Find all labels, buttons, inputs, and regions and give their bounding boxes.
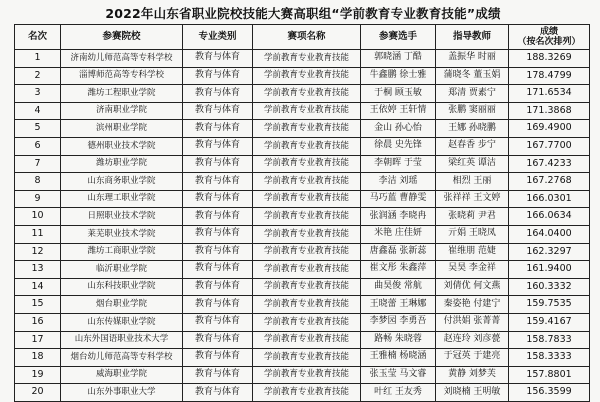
players-cell: 牛鑫鹏 徐士雅 bbox=[361, 67, 436, 85]
event-cell: 学前教育专业教育技能 bbox=[253, 225, 361, 243]
event-cell: 学前教育专业教育技能 bbox=[253, 261, 361, 279]
players-cell: 徐晨 史先锋 bbox=[361, 137, 436, 155]
event-cell: 学前教育专业教育技能 bbox=[253, 331, 361, 349]
players-cell: 崔文彤 朱鑫萍 bbox=[361, 261, 436, 279]
event-cell: 学前教育专业教育技能 bbox=[253, 50, 361, 68]
category-cell: 教育与体育 bbox=[183, 296, 253, 314]
event-cell: 学前教育专业教育技能 bbox=[253, 278, 361, 296]
table-row bbox=[15, 137, 590, 155]
score-cell: 159.4167 bbox=[509, 313, 590, 331]
rank-cell: 4 bbox=[15, 102, 61, 120]
table-row bbox=[15, 243, 590, 261]
players-cell: 叶红 王友秀 bbox=[361, 384, 436, 402]
teachers-cell: 亓娟 王晓凤 bbox=[436, 225, 509, 243]
players-cell: 于桐 顾玉敏 bbox=[361, 85, 436, 103]
score-cell: 158.3333 bbox=[509, 349, 590, 367]
header-school: 参赛院校 bbox=[61, 25, 183, 50]
header-score-line2: （按名次排列） bbox=[517, 37, 581, 47]
table-row bbox=[15, 331, 590, 349]
rank-cell: 11 bbox=[15, 225, 61, 243]
school-cell: 山东理工职业学院 bbox=[61, 190, 183, 208]
results-table bbox=[14, 24, 590, 402]
category-cell: 教育与体育 bbox=[183, 67, 253, 85]
table-row bbox=[15, 225, 590, 243]
school-cell: 潍坊工程职业学院 bbox=[61, 85, 183, 103]
category-cell: 教育与体育 bbox=[183, 155, 253, 173]
event-cell: 学前教育专业教育技能 bbox=[253, 137, 361, 155]
teachers-cell: 张祥祥 王文婷 bbox=[436, 190, 509, 208]
rank-cell: 9 bbox=[15, 190, 61, 208]
score-cell: 167.7700 bbox=[509, 137, 590, 155]
rank-cell: 19 bbox=[15, 366, 61, 384]
category-cell: 教育与体育 bbox=[183, 120, 253, 138]
table-row bbox=[15, 313, 590, 331]
players-cell: 米艳 庄佳妍 bbox=[361, 225, 436, 243]
school-cell: 山东商务职业学院 bbox=[61, 173, 183, 191]
header-event: 赛项名称 bbox=[253, 25, 361, 50]
score-cell: 166.0634 bbox=[509, 208, 590, 226]
rank-cell: 1 bbox=[15, 50, 61, 68]
teachers-cell: 梁红英 谭洁 bbox=[436, 155, 509, 173]
event-cell: 学前教育专业教育技能 bbox=[253, 67, 361, 85]
teachers-cell: 张鹏 窦丽丽 bbox=[436, 102, 509, 120]
score-cell: 159.7535 bbox=[509, 296, 590, 314]
category-cell: 教育与体育 bbox=[183, 102, 253, 120]
rank-cell: 20 bbox=[15, 384, 61, 402]
teachers-cell: 王娜 孙晓鹏 bbox=[436, 120, 509, 138]
table-row bbox=[15, 208, 590, 226]
players-cell: 郭晓涵 丁酷 bbox=[361, 50, 436, 68]
players-cell: 唐鑫磊 张新蕊 bbox=[361, 243, 436, 261]
table-row bbox=[15, 278, 590, 296]
table-row bbox=[15, 50, 590, 68]
category-cell: 教育与体育 bbox=[183, 243, 253, 261]
teachers-cell: 于冠英 于建亮 bbox=[436, 349, 509, 367]
school-cell: 烟台幼儿师范高等专科学校 bbox=[61, 349, 183, 367]
school-cell: 潍坊工商职业学院 bbox=[61, 243, 183, 261]
score-cell: 167.4233 bbox=[509, 155, 590, 173]
players-cell: 张玉莹 马文睿 bbox=[361, 366, 436, 384]
event-cell: 学前教育专业教育技能 bbox=[253, 155, 361, 173]
score-cell: 166.0301 bbox=[509, 190, 590, 208]
rank-cell: 10 bbox=[15, 208, 61, 226]
school-cell: 德州职业技术学院 bbox=[61, 137, 183, 155]
teachers-cell: 相烈 王丽 bbox=[436, 173, 509, 191]
rank-cell: 8 bbox=[15, 173, 61, 191]
school-cell: 日照职业技术学院 bbox=[61, 208, 183, 226]
table-row bbox=[15, 120, 590, 138]
header-players: 参赛选手 bbox=[361, 25, 436, 50]
event-cell: 学前教育专业教育技能 bbox=[253, 208, 361, 226]
event-cell: 学前教育专业教育技能 bbox=[253, 243, 361, 261]
score-cell: 160.3332 bbox=[509, 278, 590, 296]
event-cell: 学前教育专业教育技能 bbox=[253, 384, 361, 402]
category-cell: 教育与体育 bbox=[183, 85, 253, 103]
table-row bbox=[15, 366, 590, 384]
header-teachers: 指导教师 bbox=[436, 25, 509, 50]
rank-cell: 17 bbox=[15, 331, 61, 349]
school-cell: 山东传媒职业学院 bbox=[61, 313, 183, 331]
category-cell: 教育与体育 bbox=[183, 349, 253, 367]
school-cell: 临沂职业学院 bbox=[61, 261, 183, 279]
table-body bbox=[15, 50, 590, 402]
category-cell: 教育与体育 bbox=[183, 173, 253, 191]
players-cell: 路畅 朱晓蓉 bbox=[361, 331, 436, 349]
players-cell: 张润涵 李晓冉 bbox=[361, 208, 436, 226]
category-cell: 教育与体育 bbox=[183, 261, 253, 279]
table-row bbox=[15, 261, 590, 279]
event-cell: 学前教育专业教育技能 bbox=[253, 349, 361, 367]
rank-cell: 6 bbox=[15, 137, 61, 155]
rank-cell: 15 bbox=[15, 296, 61, 314]
players-cell: 王雅楠 杨晓涵 bbox=[361, 349, 436, 367]
score-cell: 169.4900 bbox=[509, 120, 590, 138]
score-cell: 171.6534 bbox=[509, 85, 590, 103]
category-cell: 教育与体育 bbox=[183, 208, 253, 226]
players-cell: 李洁 刘瑶 bbox=[361, 173, 436, 191]
school-cell: 烟台职业学院 bbox=[61, 296, 183, 314]
players-cell: 李梦园 李勇吾 bbox=[361, 313, 436, 331]
rank-cell: 18 bbox=[15, 349, 61, 367]
score-cell: 157.8801 bbox=[509, 366, 590, 384]
teachers-cell: 付洪娟 张菁菁 bbox=[436, 313, 509, 331]
players-cell: 金山 孙心怡 bbox=[361, 120, 436, 138]
rank-cell: 3 bbox=[15, 85, 61, 103]
score-cell: 164.0400 bbox=[509, 225, 590, 243]
header-rank: 名次 bbox=[15, 25, 61, 50]
teachers-cell: 吴昊 李金祥 bbox=[436, 261, 509, 279]
school-cell: 潍坊职业学院 bbox=[61, 155, 183, 173]
school-cell: 淄博师范高等专科学校 bbox=[61, 67, 183, 85]
players-cell: 马巧蓝 曹静雯 bbox=[361, 190, 436, 208]
rank-cell: 2 bbox=[15, 67, 61, 85]
category-cell: 教育与体育 bbox=[183, 384, 253, 402]
event-cell: 学前教育专业教育技能 bbox=[253, 120, 361, 138]
school-cell: 滨州职业学院 bbox=[61, 120, 183, 138]
teachers-cell: 黄静 刘梦芙 bbox=[436, 366, 509, 384]
category-cell: 教育与体育 bbox=[183, 366, 253, 384]
school-cell: 莱芜职业技术学院 bbox=[61, 225, 183, 243]
school-cell: 济南职业学院 bbox=[61, 102, 183, 120]
score-cell: 167.2768 bbox=[509, 173, 590, 191]
players-cell: 王依婷 王轩情 bbox=[361, 102, 436, 120]
table-row bbox=[15, 102, 590, 120]
players-cell: 王晓蕾 王琳娜 bbox=[361, 296, 436, 314]
rank-cell: 12 bbox=[15, 243, 61, 261]
category-cell: 教育与体育 bbox=[183, 190, 253, 208]
document-title: 2022年山东省职业院校技能大赛高职组“学前教育专业教育技能”成绩 bbox=[105, 6, 501, 21]
score-cell: 162.3297 bbox=[509, 243, 590, 261]
school-cell: 山东外事职业大学 bbox=[61, 384, 183, 402]
rank-cell: 5 bbox=[15, 120, 61, 138]
table-header-row bbox=[15, 25, 590, 50]
rank-cell: 13 bbox=[15, 261, 61, 279]
table-row bbox=[15, 384, 590, 402]
header-score-line1: 成绩 bbox=[539, 26, 558, 37]
score-cell: 178.4799 bbox=[509, 67, 590, 85]
event-cell: 学前教育专业教育技能 bbox=[253, 366, 361, 384]
teachers-cell: 蒲晓冬 董玉娟 bbox=[436, 67, 509, 85]
table-row bbox=[15, 155, 590, 173]
rank-cell: 7 bbox=[15, 155, 61, 173]
table-row bbox=[15, 173, 590, 191]
event-cell: 学前教育专业教育技能 bbox=[253, 190, 361, 208]
table-row bbox=[15, 296, 590, 314]
category-cell: 教育与体育 bbox=[183, 50, 253, 68]
event-cell: 学前教育专业教育技能 bbox=[253, 296, 361, 314]
header-category: 专业类别 bbox=[183, 25, 253, 50]
players-cell: 曲昊俊 常航 bbox=[361, 278, 436, 296]
header-score bbox=[509, 25, 590, 50]
teachers-cell: 赵连玲 刘彦甍 bbox=[436, 331, 509, 349]
score-cell: 158.7833 bbox=[509, 331, 590, 349]
category-cell: 教育与体育 bbox=[183, 225, 253, 243]
teachers-cell: 秦姿艳 付建宁 bbox=[436, 296, 509, 314]
teachers-cell: 郑清 贾素宁 bbox=[436, 85, 509, 103]
score-cell: 161.9400 bbox=[509, 261, 590, 279]
category-cell: 教育与体育 bbox=[183, 137, 253, 155]
table-row bbox=[15, 85, 590, 103]
category-cell: 教育与体育 bbox=[183, 331, 253, 349]
score-cell: 188.3269 bbox=[509, 50, 590, 68]
rank-cell: 16 bbox=[15, 313, 61, 331]
event-cell: 学前教育专业教育技能 bbox=[253, 173, 361, 191]
school-cell: 威海职业学院 bbox=[61, 366, 183, 384]
event-cell: 学前教育专业教育技能 bbox=[253, 102, 361, 120]
teachers-cell: 崔维朋 范婕 bbox=[436, 243, 509, 261]
rank-cell: 14 bbox=[15, 278, 61, 296]
teachers-cell: 盖振华 时丽 bbox=[436, 50, 509, 68]
teachers-cell: 刘晓楠 王明敏 bbox=[436, 384, 509, 402]
event-cell: 学前教育专业教育技能 bbox=[253, 313, 361, 331]
teachers-cell: 赵春香 步宁 bbox=[436, 137, 509, 155]
category-cell: 教育与体育 bbox=[183, 278, 253, 296]
score-cell: 171.3868 bbox=[509, 102, 590, 120]
table-row bbox=[15, 190, 590, 208]
players-cell: 李朝晖 于莹 bbox=[361, 155, 436, 173]
category-cell: 教育与体育 bbox=[183, 313, 253, 331]
school-cell: 济南幼儿师范高等专科学校 bbox=[61, 50, 183, 68]
event-cell: 学前教育专业教育技能 bbox=[253, 85, 361, 103]
score-cell: 156.3599 bbox=[509, 384, 590, 402]
teachers-cell: 刘倩优 何文燕 bbox=[436, 278, 509, 296]
table-row bbox=[15, 349, 590, 367]
table-row bbox=[15, 67, 590, 85]
school-cell: 山东科技职业学院 bbox=[61, 278, 183, 296]
school-cell: 山东外国语职业技术大学 bbox=[61, 331, 183, 349]
teachers-cell: 张晓莉 尹君 bbox=[436, 208, 509, 226]
